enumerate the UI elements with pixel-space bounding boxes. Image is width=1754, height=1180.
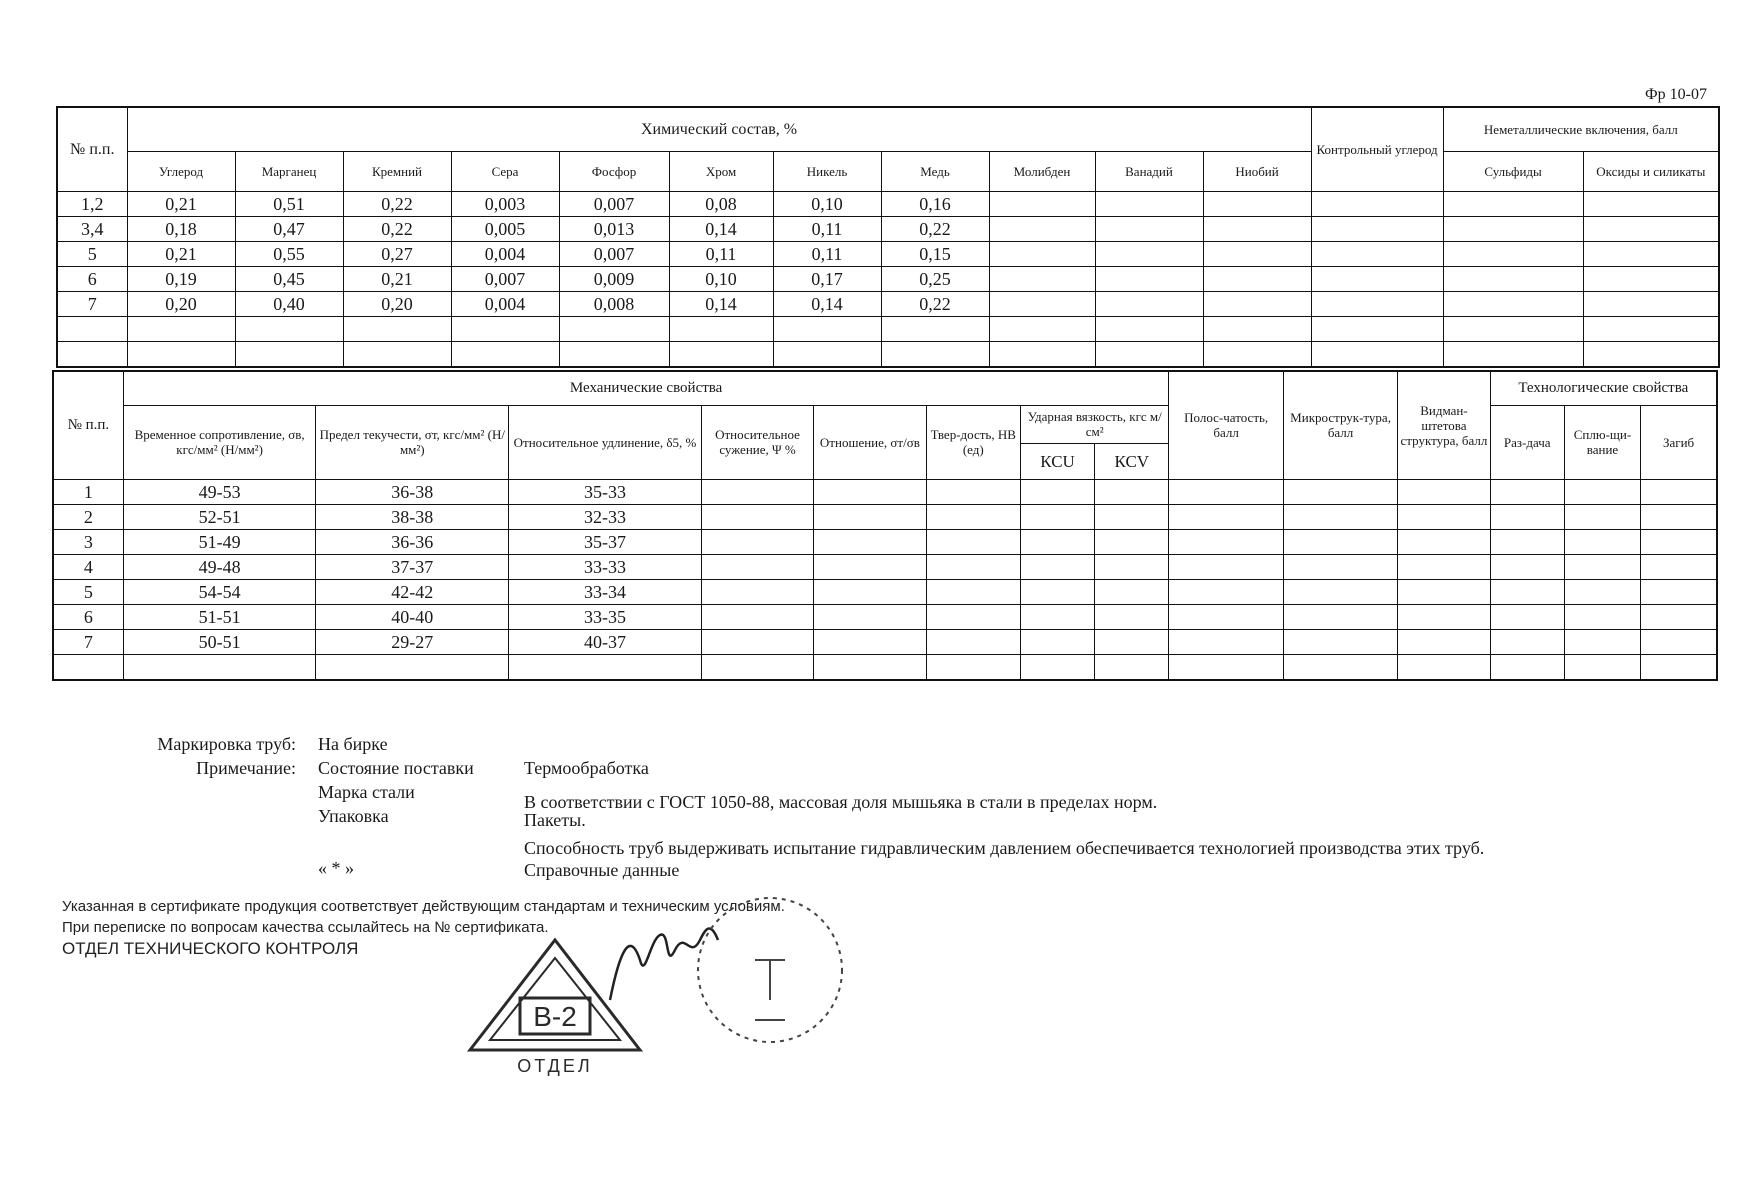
asterisk-value: Справочные данные: [524, 860, 680, 880]
cell-elongation: 33-34: [509, 579, 702, 604]
svg-text:ОТДЕЛ: ОТДЕЛ: [517, 1056, 593, 1076]
chem-header-title: Химический состав, %: [127, 107, 1311, 151]
chem-header-nonmetallic: Неметаллические включения, балл: [1443, 107, 1719, 151]
cell-num: 2: [53, 504, 123, 529]
mechanical-properties-table: [52, 370, 1718, 681]
chem-header-element: Кремний: [343, 151, 451, 191]
chem-header-element: Никель: [773, 151, 881, 191]
cell-silicon: 0,21: [343, 266, 451, 291]
cell-sulfur: 0,004: [451, 291, 559, 316]
chemical-composition-table: [56, 106, 1720, 368]
chem-row-empty: [57, 341, 1719, 367]
steel-grade-value: В соответствии с ГОСТ 1050-88, массовая доля мышьяка в стали в пределах норм.: [524, 792, 1158, 812]
cell-manganese: 0,45: [235, 266, 343, 291]
marking-value: На бирке: [318, 734, 388, 754]
cell-tensile: 54-54: [123, 579, 316, 604]
packing-label: Упаковка: [318, 806, 389, 826]
mech-header-microstructure: Микрострук-тура, балл: [1283, 371, 1397, 479]
delivery-value: Термообработка: [524, 758, 649, 778]
chem-header-num: № п.п.: [57, 107, 127, 191]
cell-elongation: 35-33: [509, 479, 702, 504]
svg-text:В-2: В-2: [533, 1001, 577, 1032]
cell-carbon: 0,21: [127, 191, 235, 216]
cell-num: 1,2: [57, 191, 127, 216]
signature-icon: [610, 928, 718, 1000]
cell-tensile: 52-51: [123, 504, 316, 529]
mech-row: [53, 479, 1717, 504]
chem-row: [57, 291, 1719, 316]
cell-num: 3: [53, 529, 123, 554]
cell-chromium: 0,14: [669, 216, 773, 241]
cell-copper: 0,15: [881, 241, 989, 266]
chem-header-element: Ниобий: [1203, 151, 1311, 191]
chem-header-element: Марганец: [235, 151, 343, 191]
cell-chromium: 0,08: [669, 191, 773, 216]
cell-manganese: 0,47: [235, 216, 343, 241]
cell-manganese: 0,51: [235, 191, 343, 216]
mech-header-banding: Полос-чатость, балл: [1169, 371, 1283, 479]
cell-nickel: 0,17: [773, 266, 881, 291]
cell-manganese: 0,40: [235, 291, 343, 316]
cell-carbon: 0,18: [127, 216, 235, 241]
cell-sulfur: 0,003: [451, 191, 559, 216]
cell-sulfur: 0,007: [451, 266, 559, 291]
mech-row: [53, 554, 1717, 579]
mech-header-flattening: Сплю-щи-вание: [1564, 405, 1640, 479]
cell-copper: 0,16: [881, 191, 989, 216]
chem-header-sulfides: Сульфиды: [1443, 151, 1583, 191]
cell-yield: 42-42: [316, 579, 509, 604]
cell-phosphorus: 0,007: [559, 241, 669, 266]
chem-header-element: Медь: [881, 151, 989, 191]
cell-num: 6: [57, 266, 127, 291]
cell-chromium: 0,14: [669, 291, 773, 316]
mech-header-bend: Загиб: [1641, 405, 1717, 479]
cell-tensile: 49-48: [123, 554, 316, 579]
cell-num: 1: [53, 479, 123, 504]
mech-header-tensile: Временное сопротивление, σв, кгс/мм² (Н/мм²): [123, 405, 316, 479]
cell-num: 7: [53, 629, 123, 654]
cell-num: 7: [57, 291, 127, 316]
cell-yield: 38-38: [316, 504, 509, 529]
cell-carbon: 0,21: [127, 241, 235, 266]
chem-header-element: Фосфор: [559, 151, 669, 191]
mech-header-impact: Ударная вязкость, кгс м/см²: [1020, 405, 1169, 443]
cell-tensile: 51-49: [123, 529, 316, 554]
cell-yield: 40-40: [316, 604, 509, 629]
cell-phosphorus: 0,008: [559, 291, 669, 316]
mech-row: [53, 629, 1717, 654]
cell-copper: 0,25: [881, 266, 989, 291]
cell-elongation: 40-37: [509, 629, 702, 654]
cell-nickel: 0,11: [773, 241, 881, 266]
cell-carbon: 0,19: [127, 266, 235, 291]
chem-header-element: Ванадий: [1095, 151, 1203, 191]
cell-yield: 36-36: [316, 529, 509, 554]
mech-header-tech: Технологические свойства: [1490, 371, 1717, 405]
cell-phosphorus: 0,009: [559, 266, 669, 291]
cell-silicon: 0,20: [343, 291, 451, 316]
cell-yield: 36-38: [316, 479, 509, 504]
mech-header-elongation: Относительное удлинение, δ5, %: [509, 405, 702, 479]
cell-silicon: 0,27: [343, 241, 451, 266]
cell-num: 3,4: [57, 216, 127, 241]
cell-sulfur: 0,005: [451, 216, 559, 241]
cell-yield: 29-27: [316, 629, 509, 654]
mech-row: [53, 604, 1717, 629]
chem-row-empty: [57, 316, 1719, 341]
form-code: Фр 10-07: [1645, 86, 1707, 103]
cell-silicon: 0,22: [343, 216, 451, 241]
cell-nickel: 0,14: [773, 291, 881, 316]
cell-num: 5: [53, 579, 123, 604]
chem-header-element: Молибден: [989, 151, 1095, 191]
chem-header-element: Хром: [669, 151, 773, 191]
mech-header-hardness: Твер-дость, НВ (ед): [926, 405, 1020, 479]
mech-row-empty: [53, 654, 1717, 680]
chem-header-element: Углерод: [127, 151, 235, 191]
cell-phosphorus: 0,007: [559, 191, 669, 216]
mech-row: [53, 579, 1717, 604]
chem-header-element: Сера: [451, 151, 559, 191]
chem-header-control-carbon: Контрольный углерод: [1311, 107, 1443, 191]
chem-row: [57, 266, 1719, 291]
steel-grade-label: Марка стали: [318, 782, 415, 802]
mech-header-yield: Предел текучести, σт, кгс/мм² (Н/мм²): [316, 405, 509, 479]
mech-header-ratio: Отношение, σт/σв: [814, 405, 926, 479]
cell-copper: 0,22: [881, 291, 989, 316]
cell-elongation: 32-33: [509, 504, 702, 529]
round-seal-icon: [698, 898, 842, 1042]
cell-nickel: 0,11: [773, 216, 881, 241]
cell-tensile: 50-51: [123, 629, 316, 654]
mech-row: [53, 529, 1717, 554]
cell-num: 5: [57, 241, 127, 266]
cell-silicon: 0,22: [343, 191, 451, 216]
footer-department: ОТДЕЛ ТЕХНИЧЕСКОГО КОНТРОЛЯ: [62, 939, 359, 958]
chem-header-oxides: Оксиды и силикаты: [1583, 151, 1719, 191]
mech-header-kcv: КСV: [1095, 443, 1169, 479]
chem-row: [57, 191, 1719, 216]
cell-num: 4: [53, 554, 123, 579]
mech-header-title: Механические свойства: [123, 371, 1169, 405]
stamp-signature-seal: [460, 890, 930, 1090]
footer-line: Указанная в сертификате продукция соответствует действующим стандартам и техническим условиям.: [62, 898, 785, 915]
cell-elongation: 33-33: [509, 554, 702, 579]
marking-label: Маркировка труб:: [157, 734, 296, 754]
asterisk-label: « * »: [318, 858, 354, 878]
cell-copper: 0,22: [881, 216, 989, 241]
mech-header-flaring: Раз-дача: [1490, 405, 1564, 479]
cell-tensile: 49-53: [123, 479, 316, 504]
cell-carbon: 0,20: [127, 291, 235, 316]
cell-manganese: 0,55: [235, 241, 343, 266]
cell-elongation: 35-37: [509, 529, 702, 554]
packing-value: Пакеты.: [524, 810, 586, 830]
cell-chromium: 0,11: [669, 241, 773, 266]
cell-elongation: 33-35: [509, 604, 702, 629]
chem-row: [57, 241, 1719, 266]
mech-header-kcu: КСU: [1020, 443, 1094, 479]
cell-phosphorus: 0,013: [559, 216, 669, 241]
mech-header-reduction: Относительное сужение, Ψ %: [701, 405, 813, 479]
mech-row: [53, 504, 1717, 529]
cell-nickel: 0,10: [773, 191, 881, 216]
mech-header-widmanstatten: Видман-штетова структура, балл: [1398, 371, 1490, 479]
cell-sulfur: 0,004: [451, 241, 559, 266]
cell-yield: 37-37: [316, 554, 509, 579]
chem-row: [57, 216, 1719, 241]
note-label: Примечание:: [196, 758, 296, 778]
cell-chromium: 0,10: [669, 266, 773, 291]
cell-tensile: 51-51: [123, 604, 316, 629]
footer-line: При переписке по вопросам качества ссылайтесь на № сертификата.: [62, 919, 549, 936]
mech-header-num: № п.п.: [53, 371, 123, 479]
hydro-test-note: Способность труб выдерживать испытание гидравлическим давлением обеспечивается технологией производства этих труб.: [524, 838, 1485, 858]
otk-stamp-icon: [470, 940, 640, 1076]
delivery-label: Состояние поставки: [318, 758, 474, 778]
cell-num: 6: [53, 604, 123, 629]
